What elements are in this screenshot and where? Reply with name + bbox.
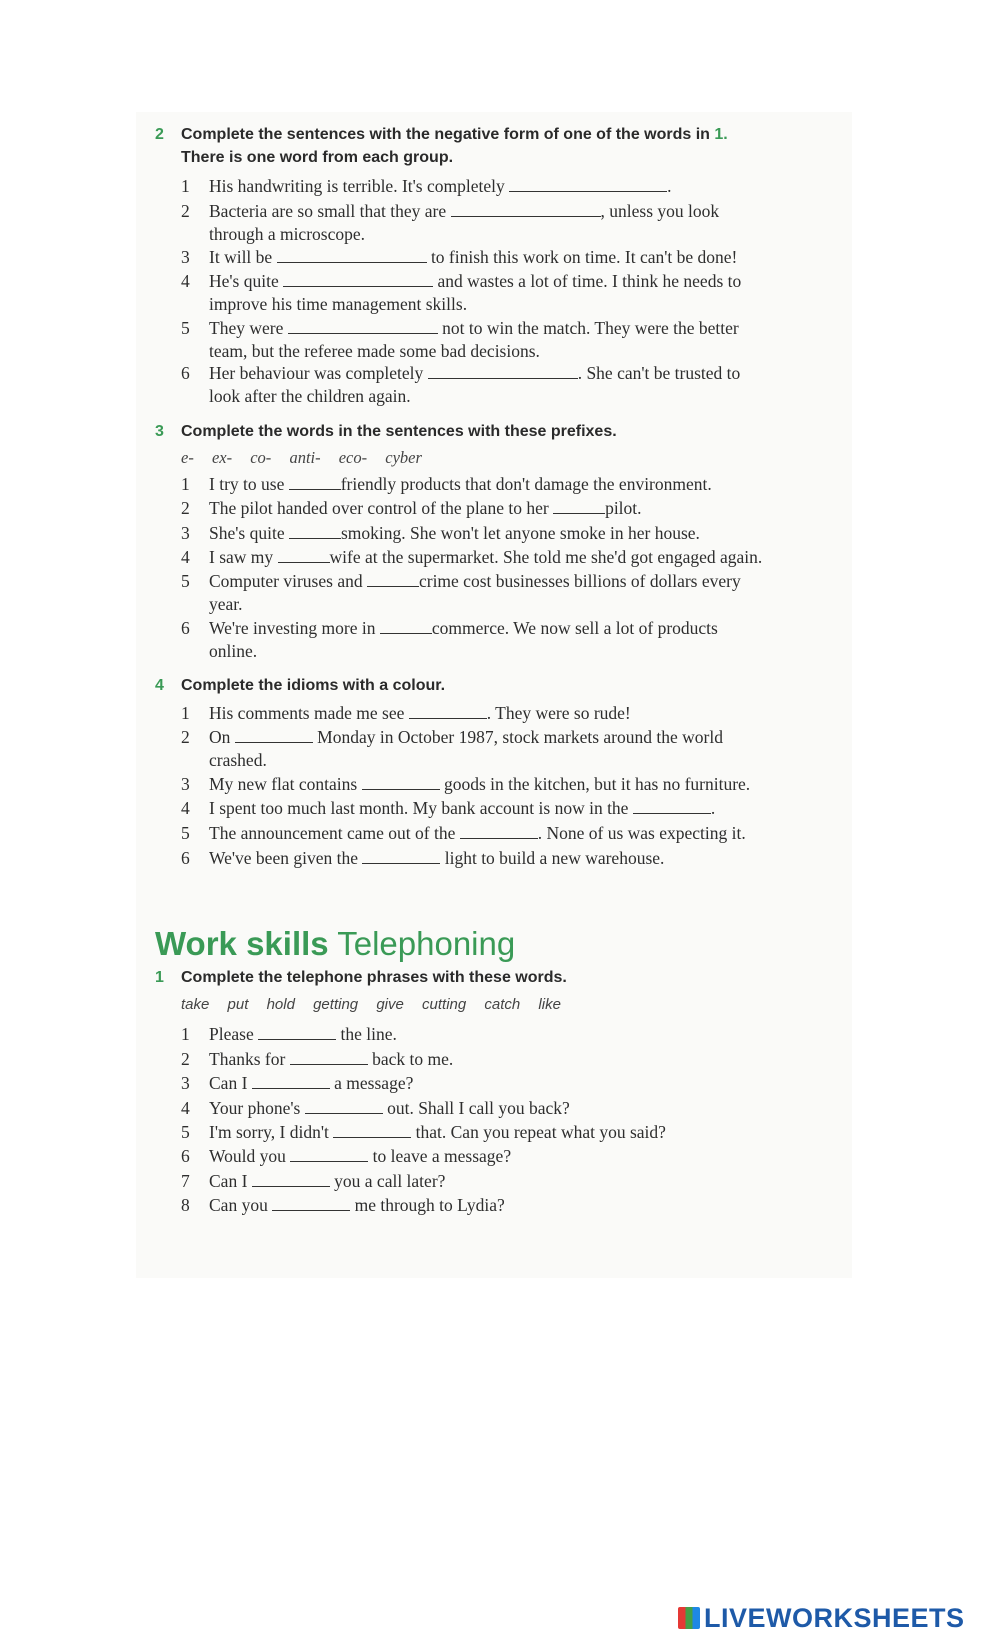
item-text: I try to use: [209, 474, 289, 494]
answer-blank[interactable]: [278, 547, 330, 563]
answer-blank[interactable]: [362, 774, 440, 790]
answer-blank[interactable]: [272, 1195, 350, 1211]
option-word: co-: [250, 448, 272, 467]
exercise-instruction: Complete the idioms with a colour.: [181, 677, 446, 694]
item-number: 1: [181, 703, 190, 723]
item-text: He's quite: [209, 271, 284, 291]
item-text: Monday in October 1987, stock markets around the world: [312, 727, 723, 747]
answer-blank[interactable]: [409, 703, 487, 719]
item-text: I saw my: [209, 547, 278, 567]
option-word: put: [227, 996, 249, 1013]
item-text: friendly products that don't damage the environment.: [340, 474, 712, 494]
item-number: 3: [181, 774, 190, 794]
item-text-line2: crashed.: [209, 750, 267, 770]
item-number: 3: [181, 523, 190, 543]
exercise-2-item: [181, 175, 831, 198]
answer-blank[interactable]: [283, 271, 433, 287]
option-word: catch: [484, 996, 521, 1013]
item-text: I spent too much last month. My bank account is now in the: [209, 798, 633, 818]
item-text: a message?: [329, 1073, 414, 1093]
exercise-2-item: [181, 200, 831, 246]
item-text: They were: [209, 318, 288, 338]
item-text: .: [667, 176, 672, 196]
exercise-3-item: [181, 522, 831, 545]
answer-blank[interactable]: [460, 823, 538, 839]
item-text: Your phone's: [209, 1098, 305, 1118]
item-text-line2: look after the children again.: [209, 386, 411, 406]
option-word: give: [376, 996, 404, 1013]
item-text: My new flat contains: [209, 774, 362, 794]
item-number: 4: [181, 798, 190, 818]
option-word: take: [181, 996, 210, 1013]
item-text: pilot.: [605, 498, 642, 518]
item-text: back to me.: [367, 1049, 454, 1069]
item-number: 8: [181, 1195, 190, 1215]
option-word: getting: [313, 996, 359, 1013]
item-text: crime cost businesses billions of dollars every: [418, 571, 741, 591]
answer-blank[interactable]: [252, 1171, 330, 1187]
item-text: the line.: [336, 1024, 397, 1044]
exercise-2-item: [181, 246, 831, 269]
answer-blank[interactable]: [428, 363, 578, 379]
item-text: His comments made me see: [209, 703, 409, 723]
item-text: She's quite: [209, 523, 289, 543]
item-text: We're investing more in: [209, 618, 380, 638]
item-text: , unless you look: [600, 201, 720, 221]
answer-blank[interactable]: [289, 523, 341, 539]
exercise-4-item: [181, 726, 831, 772]
item-text: not to win the match. They were the better: [437, 318, 739, 338]
exercise-4-item: [181, 847, 831, 870]
item-number: 6: [181, 618, 190, 638]
item-text: you a call later?: [329, 1171, 446, 1191]
section-title-light: Telephoning: [337, 925, 516, 962]
item-text: . They were so rude!: [486, 703, 631, 723]
exercise-3-item: [181, 497, 831, 520]
item-text: out. Shall I call you back?: [382, 1098, 570, 1118]
exercise-4-item: [181, 702, 831, 725]
item-text: We've been given the: [209, 848, 363, 868]
answer-blank[interactable]: [367, 571, 419, 587]
exercise-2-heading: [155, 123, 728, 169]
item-text: to leave a message?: [368, 1146, 512, 1166]
item-text: Can you: [209, 1195, 273, 1215]
item-text: Bacteria are so small that they are: [209, 201, 451, 221]
option-word: like: [538, 996, 561, 1013]
item-text: smoking. She won't let anyone smoke in her house.: [340, 523, 700, 543]
exercise-number: 4: [155, 677, 164, 694]
exercise-2-item: [181, 317, 831, 363]
answer-blank[interactable]: [290, 1049, 368, 1065]
answer-blank[interactable]: [252, 1073, 330, 1089]
exercise-instruction: Complete the words in the sentences with these prefixes.: [181, 423, 617, 440]
item-number: 4: [181, 1098, 190, 1118]
item-text: commerce. We now sell a lot of products: [431, 618, 718, 638]
item-text: His handwriting is terrible. It's completely: [209, 176, 510, 196]
answer-blank[interactable]: [235, 727, 313, 743]
exercise-2-item: [181, 362, 831, 408]
item-text-line2: through a microscope.: [209, 224, 365, 244]
item-text: me through to Lydia?: [350, 1195, 505, 1215]
answer-blank[interactable]: [290, 1146, 368, 1162]
item-text: Please: [209, 1024, 259, 1044]
option-word: eco-: [338, 448, 368, 467]
telephoning-item: [181, 1170, 831, 1193]
exercise-3-item: [181, 546, 831, 569]
item-number: 1: [181, 176, 190, 196]
telephoning-item: [181, 1097, 831, 1120]
option-word: hold: [266, 996, 295, 1013]
item-text: The announcement came out of the: [209, 823, 460, 843]
item-number: 3: [181, 1073, 190, 1093]
prefix-options: [181, 448, 436, 468]
item-text: I'm sorry, I didn't: [209, 1122, 334, 1142]
item-number: 6: [181, 1146, 190, 1166]
exercise-instruction: Complete the sentences with the negative form of one of the words in: [181, 126, 715, 143]
option-word: e-: [181, 448, 194, 467]
item-number: 2: [181, 201, 190, 221]
item-text: Would you: [209, 1146, 291, 1166]
item-text: On: [209, 727, 235, 747]
answer-blank[interactable]: [277, 247, 427, 263]
item-number: 2: [181, 1049, 190, 1069]
item-text: Computer viruses and: [209, 571, 367, 591]
liveworksheets-logo-icon: [678, 1607, 700, 1629]
item-number: 5: [181, 318, 190, 338]
item-text: Can I: [209, 1073, 252, 1093]
telephoning-item: [181, 1121, 831, 1144]
item-text-line2: team, but the referee made some bad decisions.: [209, 341, 540, 361]
item-number: 5: [181, 1122, 190, 1142]
item-number: 6: [181, 363, 190, 383]
answer-blank[interactable]: [362, 848, 440, 864]
telephoning-exercise-heading: [155, 966, 567, 989]
item-number: 5: [181, 823, 190, 843]
exercise-reference: 1.: [714, 126, 728, 143]
option-word: ex-: [211, 448, 233, 467]
item-text: .: [710, 798, 716, 818]
exercise-4-item: [181, 773, 831, 796]
answer-blank[interactable]: [333, 1122, 411, 1138]
item-text: . She can't be trusted to: [577, 363, 741, 383]
telephoning-item: [181, 1145, 831, 1168]
item-text: to finish this work on time. It can't be done!: [426, 247, 738, 267]
item-text: goods in the kitchen, but it has no furniture.: [439, 774, 751, 794]
answer-blank[interactable]: [553, 498, 605, 514]
exercise-number: 3: [155, 423, 164, 440]
section-title-bold: Work skills: [155, 925, 329, 962]
item-text: The pilot handed over control of the plane to her: [209, 498, 554, 518]
answer-blank[interactable]: [305, 1098, 383, 1114]
item-number: 1: [181, 474, 190, 494]
item-number: 4: [181, 271, 190, 291]
option-word: cutting: [422, 996, 467, 1013]
item-text: Her behaviour was completely: [209, 363, 428, 383]
item-number: 5: [181, 571, 190, 591]
item-number: 2: [181, 498, 190, 518]
item-number: 7: [181, 1171, 190, 1191]
item-text: . None of us was expecting it.: [537, 823, 746, 843]
exercise-3-heading: [155, 420, 617, 443]
telephoning-item: [181, 1072, 831, 1095]
answer-blank[interactable]: [633, 798, 711, 814]
telephoning-item: [181, 1194, 831, 1217]
answer-blank[interactable]: [380, 618, 432, 634]
item-number: 3: [181, 247, 190, 267]
exercise-3-item: [181, 473, 831, 496]
exercise-instruction-line2: There is one word from each group.: [181, 149, 454, 166]
item-number: 1: [181, 1024, 190, 1044]
liveworksheets-logo[interactable]: [678, 1603, 965, 1634]
option-word: cyber: [385, 448, 422, 467]
exercise-4-heading: [155, 674, 445, 697]
answer-blank[interactable]: [289, 474, 341, 490]
option-word: anti-: [289, 448, 321, 467]
item-number: 6: [181, 848, 190, 868]
item-number: 2: [181, 727, 190, 747]
item-text: It will be: [209, 247, 277, 267]
answer-blank[interactable]: [288, 318, 438, 334]
answer-blank[interactable]: [509, 176, 667, 192]
item-number: 4: [181, 547, 190, 567]
exercise-2-item: [181, 270, 831, 316]
exercise-number: 1: [155, 969, 164, 986]
answer-blank[interactable]: [451, 201, 601, 217]
item-text: Can I: [209, 1171, 252, 1191]
item-text: that. Can you repeat what you said?: [411, 1122, 666, 1142]
item-text: light to build a new warehouse.: [440, 848, 665, 868]
item-text-line2: online.: [209, 641, 258, 661]
word-options: [181, 996, 575, 1013]
exercise-instruction: Complete the telephone phrases with these words.: [181, 969, 567, 986]
exercise-3-item: [181, 617, 831, 663]
section-title: [155, 925, 515, 963]
telephoning-item: [181, 1023, 831, 1046]
item-text-line2: year.: [209, 594, 243, 614]
item-text-line2: improve his time management skills.: [209, 294, 468, 314]
telephoning-item: [181, 1048, 831, 1071]
item-text: and wastes a lot of time. I think he needs to: [433, 271, 742, 291]
item-text: wife at the supermarket. She told me she'd got engaged again.: [329, 547, 763, 567]
item-text: Thanks for: [209, 1049, 290, 1069]
exercise-4-item: [181, 797, 831, 820]
exercise-3-item: [181, 570, 831, 616]
answer-blank[interactable]: [258, 1024, 336, 1040]
logo-text: LIVEWORKSHEETS: [704, 1603, 965, 1633]
exercise-4-item: [181, 822, 831, 845]
exercise-number: 2: [155, 126, 164, 143]
